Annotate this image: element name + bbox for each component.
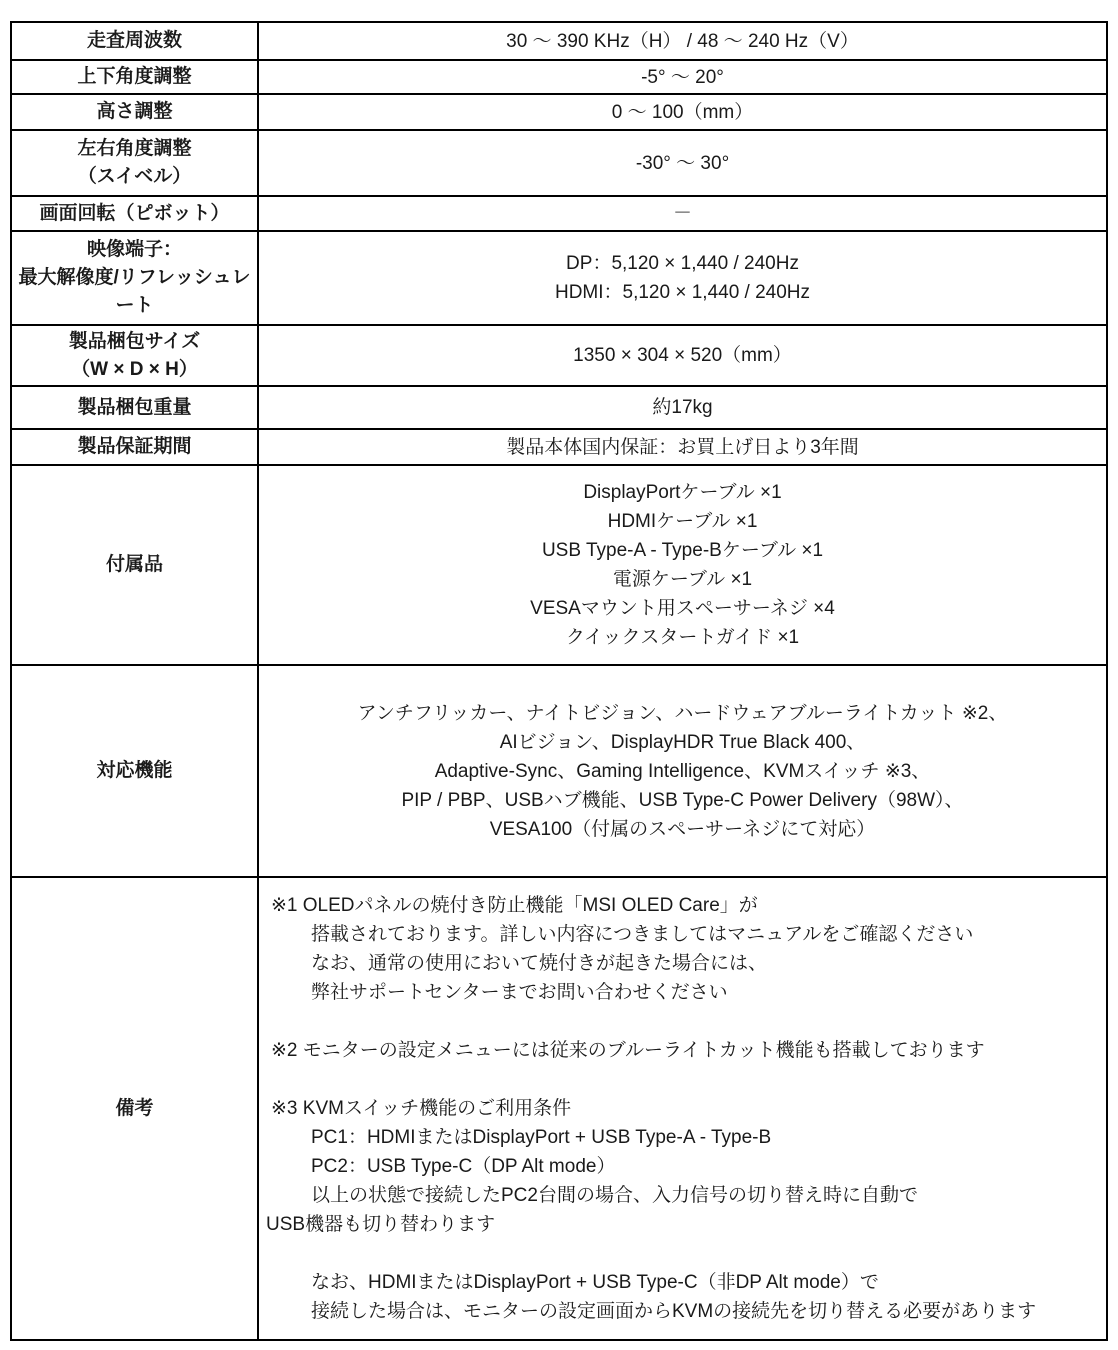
row-label-text: 最大解像度/リフレッシュレート	[18, 267, 251, 316]
row-value	[259, 61, 1106, 93]
spec-table	[10, 21, 1108, 1341]
table-row	[12, 326, 1106, 387]
value-line: 0 ～ 100（mm）	[611, 101, 754, 123]
value-line: -5° ～ 20°	[641, 66, 724, 88]
row-label	[12, 95, 259, 129]
row-value	[259, 197, 1106, 230]
note-line: 弊社サポートセンターまでお問い合わせください	[311, 982, 728, 1003]
row-label-text: 高さ調整	[96, 101, 173, 122]
row-label	[12, 61, 259, 93]
row-value-notes	[259, 878, 1106, 1339]
value-line: アンチフリッカー、ナイトビジョン、ハードウェアブルーライトカット ※2、	[357, 702, 1008, 724]
row-label-text: 上下角度調整	[77, 66, 192, 87]
table-row	[12, 232, 1106, 326]
row-label	[12, 326, 259, 385]
row-value	[259, 232, 1106, 324]
row-label	[12, 878, 259, 1339]
value-line: VESAマウント用スペーサーネジ ×4	[530, 598, 835, 619]
table-row	[12, 430, 1106, 466]
note-line: 以上の状態で接続したPC2台間の場合、入力信号の切り替え時に自動で	[311, 1185, 918, 1206]
value-line: USB Type-A - Type-Bケーブル ×1	[541, 540, 824, 561]
row-label	[12, 131, 259, 195]
row-label-text: 映像端子：	[86, 239, 182, 260]
blank-line	[266, 1007, 1098, 1036]
row-label-text: 左右角度調整	[77, 138, 192, 159]
value-line: VESA100（付属のスペーサーネジにて対応）	[489, 818, 876, 840]
value-line: DP：5,120 × 1,440 / 240Hz	[566, 253, 799, 274]
row-value	[259, 466, 1106, 664]
row-label-text: 画面回転（ピボット）	[39, 202, 230, 224]
row-label-text: 対応機能	[96, 760, 173, 781]
row-label-text: 備考	[115, 1097, 154, 1119]
row-label-text: 製品保証期間	[77, 436, 192, 457]
table-row	[12, 61, 1106, 95]
row-label-text: 製品梱包サイズ	[68, 330, 201, 352]
row-label-text: 走査周波数	[86, 30, 182, 51]
row-label	[12, 666, 259, 876]
row-label-text: （スイベル）	[77, 166, 192, 187]
row-label-text: 付属品	[105, 554, 163, 575]
row-label	[12, 387, 259, 428]
row-label	[12, 197, 259, 230]
note-line: PC1：HDMIまたはDisplayPort + USB Type-A - Type-B	[311, 1127, 772, 1148]
table-row	[12, 666, 1106, 878]
row-label-text: 製品梱包重量	[77, 396, 192, 418]
value-line: －	[672, 203, 692, 224]
value-line: 製品本体国内保証：お買上げ日より3年間	[506, 436, 859, 458]
value-line: 約17kg	[652, 397, 713, 418]
note-line: なお、通常の使用において焼付きが起きた場合には、	[311, 953, 768, 974]
value-line: 30 ～ 390 KHz（H） / 48 ～ 240 Hz（V）	[506, 30, 859, 52]
row-label	[12, 232, 259, 324]
note-line: 搭載されております。詳しい内容につきましてはマニュアルをご確認ください	[311, 924, 974, 945]
table-row	[12, 95, 1106, 131]
value-line: Adaptive-Sync、Gaming Intelligence、KVMスイッチ ※3、	[434, 760, 931, 782]
value-line: PIP / PBP、USBハブ機能、USB Type-C Power Delivery（98W）、	[401, 789, 964, 811]
note-line: ※2 モニターの設定メニューには従来のブルーライトカット機能も搭載しております	[271, 1040, 985, 1061]
value-line: クイックスタートガイド ×1	[565, 627, 800, 648]
row-value	[259, 326, 1106, 385]
value-line: 1350 × 304 × 520（mm）	[573, 345, 792, 366]
note-line: PC2：USB Type-C（DP Alt mode）	[311, 1156, 616, 1177]
row-label-text: （W × D × H）	[71, 358, 198, 380]
value-line: HDMI：5,120 × 1,440 / 240Hz	[554, 282, 811, 303]
row-value	[259, 23, 1106, 59]
table-row	[12, 878, 1106, 1339]
blank-line	[266, 1065, 1098, 1094]
value-line: DisplayPortケーブル ×1	[583, 482, 782, 503]
blank-line	[266, 1239, 1098, 1268]
row-value	[259, 666, 1106, 876]
note-line: ※1 OLEDパネルの焼付き防止機能「MSI OLED Care」が	[271, 895, 758, 916]
table-row	[12, 466, 1106, 666]
note-line: なお、HDMIまたはDisplayPort + USB Type-C（非DP Alt mode）で	[311, 1272, 879, 1293]
table-row	[12, 23, 1106, 61]
value-line: AIビジョン、DisplayHDR True Black 400、	[499, 731, 866, 753]
note-line: ※3 KVMスイッチ機能のご利用条件	[271, 1098, 572, 1119]
table-row	[12, 131, 1106, 197]
row-value	[259, 387, 1106, 428]
table-row	[12, 387, 1106, 430]
row-label	[12, 466, 259, 664]
note-line: 接続した場合は、モニターの設定画面からKVMの接続先を切り替える必要があります	[311, 1301, 1037, 1322]
value-line: -30° ～ 30°	[635, 152, 730, 174]
row-value	[259, 95, 1106, 129]
row-value	[259, 430, 1106, 464]
value-line: 電源ケーブル ×1	[612, 569, 753, 590]
row-value	[259, 131, 1106, 195]
table-row	[12, 197, 1106, 232]
value-line: HDMIケーブル ×1	[607, 511, 758, 532]
row-label	[12, 430, 259, 464]
row-label	[12, 23, 259, 59]
note-line: USB機器も切り替わります	[266, 1214, 496, 1235]
